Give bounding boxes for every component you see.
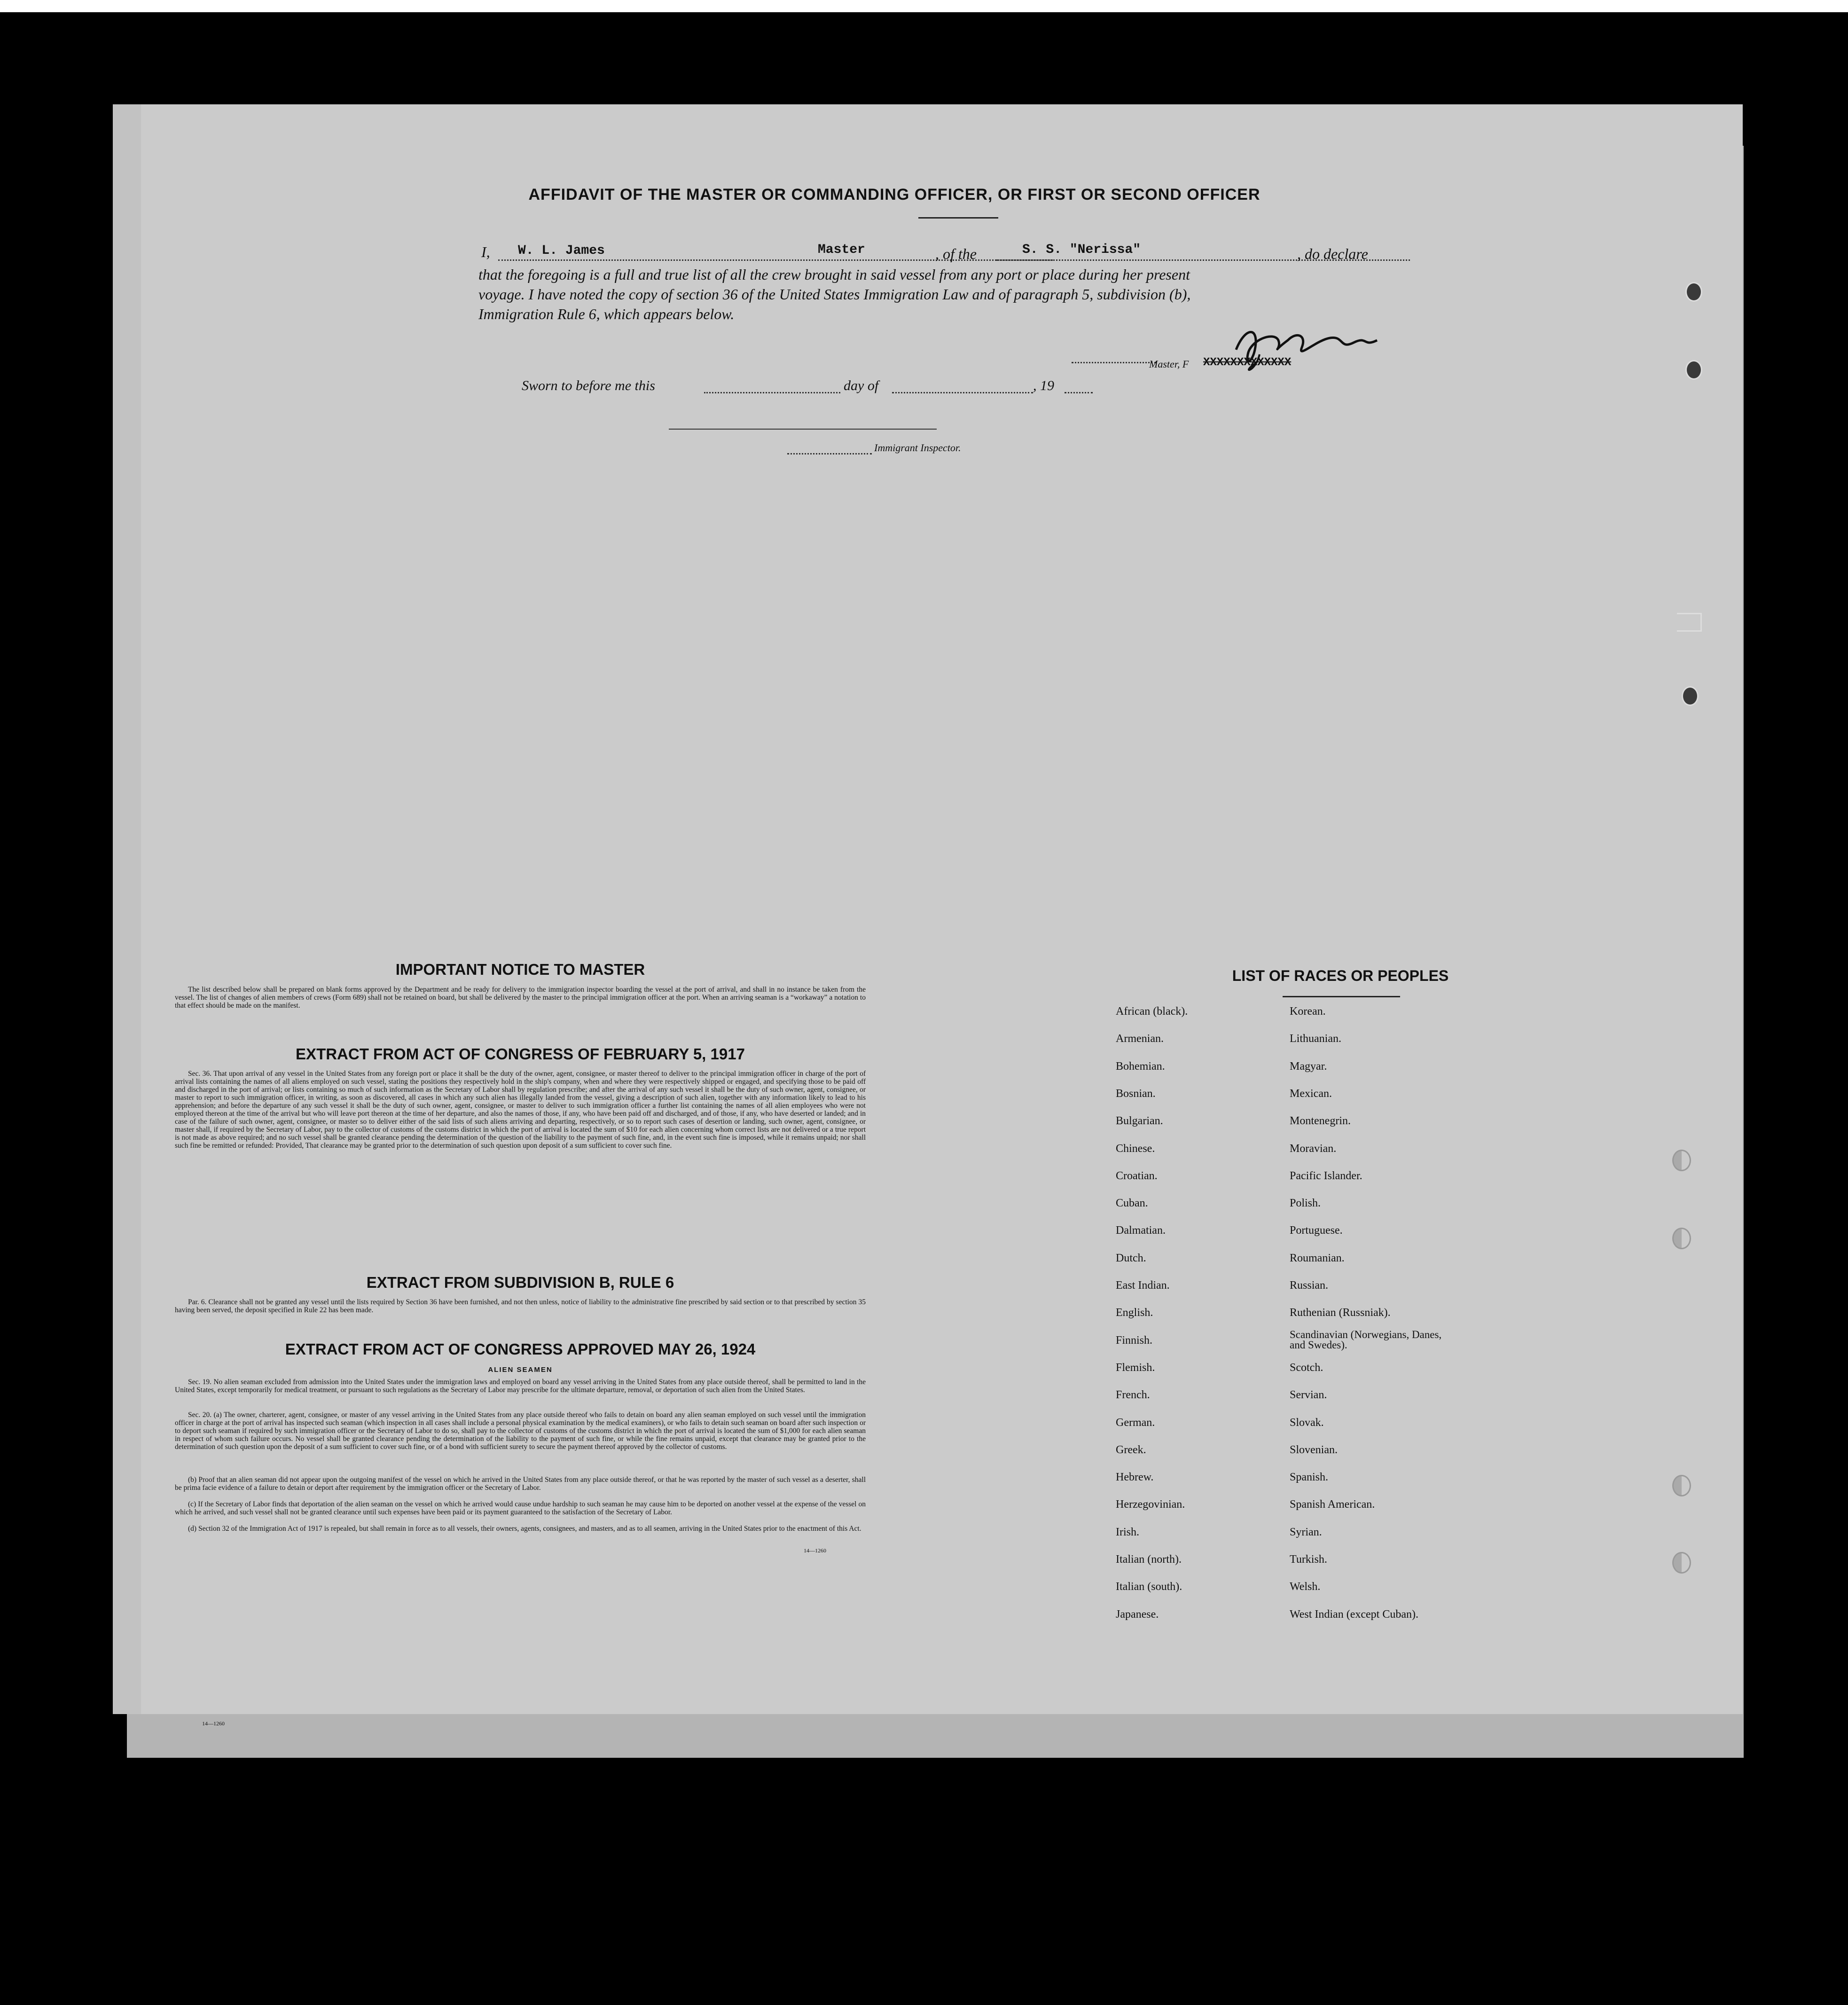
- race-item: Spanish.: [1290, 1471, 1329, 1484]
- sworn-day-line: [704, 392, 840, 393]
- sec20c-text: (c) If the Secretary of Labor finds that deportation of the alien seaman on the vessel on which he arrived would cause undue hardship to such seaman he may cause him to be deported on another vessel at the expense of the vessel on which he arrived, and such vessel shall not be granted clearance until such expenses have been paid or its payment guaranteed to the satisfaction of the Secretary of Labor.: [175, 1500, 866, 1516]
- race-item: Dalmatian.: [1116, 1224, 1166, 1237]
- race-item: Pacific Islander.: [1290, 1169, 1363, 1182]
- affidavit-line-1: that the foregoing is a full and true list of all the crew brought in said vessel from any port or place during her present: [478, 266, 1190, 283]
- race-item: Irish.: [1116, 1526, 1139, 1538]
- race-item: Scotch.: [1290, 1361, 1323, 1374]
- notice-text: The list described below shall be prepared on blank forms approved by the Department and be ready for delivery to the immigration inspector boarding the vessel at the port of arrival, and shall in no instance be taken from the vessel. The list of changes of alien members of crews (Form 689) shall not be retained on board, but shall be delivered by the master to the principal immigration officer at the port. When an arriving seaman is a “workaway” a notation to that effect should be made on the manifest.: [175, 986, 866, 1010]
- inspector-label: Immigrant Inspector.: [874, 442, 961, 454]
- races-list: [1116, 1005, 1492, 1621]
- race-item: Bulgarian.: [1116, 1115, 1163, 1128]
- affidavit-title: AFFIDAVIT OF THE MASTER OR COMMANDING OFFICER, OR FIRST OR SECOND OFFICER: [528, 186, 1261, 204]
- race-item: Mexican.: [1290, 1087, 1332, 1100]
- race-item: Italian (north).: [1116, 1553, 1182, 1566]
- race-item: Polish.: [1290, 1197, 1321, 1210]
- race-item: French.: [1116, 1389, 1150, 1402]
- races-title: LIST OF RACES OR PEOPLES: [1232, 967, 1449, 984]
- title-rule: [918, 217, 998, 219]
- struck-title: XXXXXXXXXXXXX: [1203, 356, 1292, 369]
- year-line: [1065, 392, 1093, 393]
- alien-seamen-subtitle: ALIEN SEAMEN: [488, 1366, 553, 1374]
- signature-caption: Master, F: [1149, 358, 1189, 370]
- punch-hole: [1685, 360, 1702, 380]
- race-item: Bohemian.: [1116, 1060, 1165, 1073]
- race-item: Russian.: [1290, 1279, 1329, 1292]
- races-title-rule: [1283, 996, 1400, 997]
- scan-top-border: [0, 0, 1848, 12]
- race-item: Herzegovinian.: [1116, 1498, 1185, 1511]
- race-item: Hebrew.: [1116, 1471, 1154, 1484]
- race-item: Cuban.: [1116, 1197, 1148, 1210]
- sec20a-text: Sec. 20. (a) The owner, charterer, agent, consignee, or master of any vessel arriving in the United States from any place outside thereof who fails to detain on board any alien seaman employed on such vessel until the immigration officer in charge at the port of arrival has inspected such seaman (which inspection in all cases shall include a personal physical examination by the medical examiners), or who fails to detain such seaman on board after such inspection or to deport such seaman if required by such immigration officer or the Secretary of Labor to do so, shall pay to the collector of customs of the customs district in which the port of arrival is located the sum of $1,000 for each alien seaman in respect of whom such failure occurs. No vessel shall be granted clearance pending the determination of the liability to the payment of such fine, or while the fine remains unpaid, except that clearance may be granted prior to the determination of such question upon the deposit of a sum sufficient to cover such fine, or of a bond with sufficient surety to secure the payment thereof approved by the collector of customs.: [175, 1411, 866, 1451]
- of-the-label: , of the: [935, 245, 977, 262]
- inspector-signature-line: [669, 429, 937, 430]
- rule6-text: Par. 6. Clearance shall not be granted any vessel until the lists required by Section 36 have been furnished, and not then unless, notice of liability to the administrative fine prescribed by said section or to that prescribed by section 35 having been served, the deposit specified in Rule 22 has been made.: [175, 1298, 866, 1314]
- extract-1917-title: EXTRACT FROM ACT OF CONGRESS OF FEBRUARY 5, 1917: [296, 1045, 745, 1063]
- race-item: Bosnian.: [1116, 1087, 1156, 1100]
- i-label: I,: [481, 243, 490, 260]
- sworn-month-line: [892, 392, 1033, 393]
- race-item: Syrian.: [1290, 1526, 1322, 1538]
- day-of-label: day of: [844, 378, 879, 393]
- sec20d-text: (d) Section 32 of the Immigration Act of 1917 is repealed, but shall remain in force as to all vessels, their owners, agents, consignees, and masters, and as to all seamen, arriving in the United States prior to the enactment of this Act.: [188, 1525, 861, 1533]
- race-item: English.: [1116, 1307, 1153, 1319]
- tab-mark: [1677, 613, 1702, 632]
- race-item: Scandinavian (Norwegians, Danes, and Swedes).: [1290, 1328, 1442, 1351]
- race-item: Servian.: [1290, 1389, 1327, 1402]
- punch-hole: [1672, 1475, 1691, 1496]
- race-item: Ruthenian (Russniak).: [1290, 1307, 1391, 1319]
- race-item: African (black).: [1116, 1005, 1188, 1018]
- signature-line: [1072, 362, 1156, 363]
- extract-1917-text: Sec. 36. That upon arrival of any vessel in the United States from any foreign port or place it shall be the duty of the owner, agent, consignee, or master thereof to deliver to the principal immigration officer in charge of the port of arrival lists containing the names of all aliens employed on such vessel, stating the positions they respectively hold in the ship's company, when and where they were respectively shipped or engaged, and specifying those to be paid off and discharged in the port of arrival; or lists containing so much of such information as the Secretary of Labor shall by regulation prescribe; and after the arrival of any such vessel it shall be the duty of such owner, agent, consignee, or master to report to such immigration officer, in writing, as soon as discovered, all cases in which any such alien has illegally landed from the vessel, giving a description of such alien, together with any information likely to lead to his apprehension; and before the departure of any such vessel it shall be the duty of such owner, agent, consignee, or master to deliver to such immigration officer a further list containing the names of all alien employees who were not employed thereon at the time of the arrival but who will leave port thereon at the time of her departure, and also the names of those, if any, who have been paid off and discharged, and of those, if any, who have deserted or landed; and in case of the failure of such owner, agent, consignee, or master so to deliver either of the said lists of such aliens arriving and departing, respectively, or so to report such cases of desertion or landing, such owner, agent, consignee, or master shall, if required by the Secretary of Labor, pay to the collector of customs of the customs district in which the port of arrival is located the sum of $10 for each alien concerning whom correct lists are not delivered or a true report is not made as above required; and no such vessel shall be granted clearance pending the determination of the question of the liability to the payment of such fine, and, in the event such fine is imposed, while it remains unpaid; nor shall such fine be remitted or refunded: Provided, That clearance may be granted prior to the determination of such question upon deposit of a sum sufficient to cover such fine.: [175, 1070, 866, 1150]
- notice-title: IMPORTANT NOTICE TO MASTER: [395, 961, 645, 978]
- manifest-back-page: [113, 104, 1743, 1727]
- race-item: Moravian.: [1290, 1142, 1337, 1155]
- race-item: Roumanian.: [1290, 1252, 1345, 1264]
- punch-hole: [1672, 1552, 1691, 1574]
- form-code-footer: 14—1260: [202, 1720, 225, 1727]
- punch-hole: [1682, 686, 1699, 706]
- race-item: Slovak.: [1290, 1416, 1324, 1429]
- race-item: Turkish.: [1290, 1553, 1327, 1566]
- sworn-label: Sworn to before me this: [522, 378, 655, 393]
- punch-hole: [1672, 1228, 1691, 1249]
- inspector-dots: [787, 453, 872, 454]
- race-item: Armenian.: [1116, 1033, 1164, 1045]
- paper-edge: [113, 104, 141, 1714]
- form-code-inline: 14—1260: [804, 1547, 826, 1554]
- race-item: Dutch.: [1116, 1252, 1146, 1264]
- race-item: Spanish American.: [1290, 1498, 1375, 1511]
- race-item: Finnish.: [1116, 1334, 1153, 1347]
- sec20b-text: (b) Proof that an alien seaman did not appear upon the outgoing manifest of the vessel on which he arrived in the United States from any place outside thereof, or that he was reported by the master of such vessel as a deserter, shall be prima facie evidence of a failure to detain or deport after requirement by the immigration officer or the Secretary of Labor.: [175, 1476, 866, 1492]
- race-item: Portuguese.: [1290, 1224, 1343, 1237]
- race-item: East Indian.: [1116, 1279, 1170, 1292]
- rule6-title: EXTRACT FROM SUBDIVISION B, RULE 6: [366, 1274, 674, 1291]
- punch-hole: [1672, 1150, 1691, 1171]
- race-item: Greek.: [1116, 1443, 1146, 1456]
- race-item: Slovenian.: [1290, 1443, 1338, 1456]
- race-item: West Indian (except Cuban).: [1290, 1608, 1418, 1621]
- race-item: Italian (south).: [1116, 1581, 1182, 1593]
- extract-1924-title: EXTRACT FROM ACT OF CONGRESS APPROVED MAY 26, 1924: [285, 1340, 756, 1358]
- master-name: W. L. James: [518, 243, 605, 258]
- punch-hole: [1685, 282, 1702, 302]
- race-item: Welsh.: [1290, 1581, 1321, 1593]
- race-item: Flemish.: [1116, 1361, 1155, 1374]
- race-item: Japanese.: [1116, 1608, 1159, 1621]
- year-label: , 19: [1033, 378, 1054, 393]
- race-item: Chinese.: [1116, 1142, 1155, 1155]
- master-rank: Master: [818, 243, 865, 257]
- declare-label: , do declare: [1297, 245, 1368, 262]
- affidavit-line-2: voyage. I have noted the copy of section 36 of the United States Immigration Law and of paragraph 5, subdivision (b),: [478, 286, 1191, 303]
- sec19-text: Sec. 19. No alien seaman excluded from admission into the United States under the immigration laws and employed on board any vessel arriving in the United States from any place outside thereof, shall be permitted to land in the United States, except temporarily for medical treatment, or pursuant to such regulations as the Secretary of Labor may prescribe for the ultimate departure, removal, or deportation of such alien from the United States.: [175, 1378, 866, 1394]
- race-item: Lithuanian.: [1290, 1033, 1341, 1045]
- race-item: Croatian.: [1116, 1169, 1158, 1182]
- race-item: Magyar.: [1290, 1060, 1327, 1073]
- race-item: German.: [1116, 1416, 1155, 1429]
- vessel-name: S. S. "Nerissa": [1022, 243, 1141, 257]
- race-item: Korean.: [1290, 1005, 1326, 1018]
- race-item: Montenegrin.: [1290, 1115, 1351, 1128]
- affidavit-line-3: Immigration Rule 6, which appears below.: [478, 305, 735, 322]
